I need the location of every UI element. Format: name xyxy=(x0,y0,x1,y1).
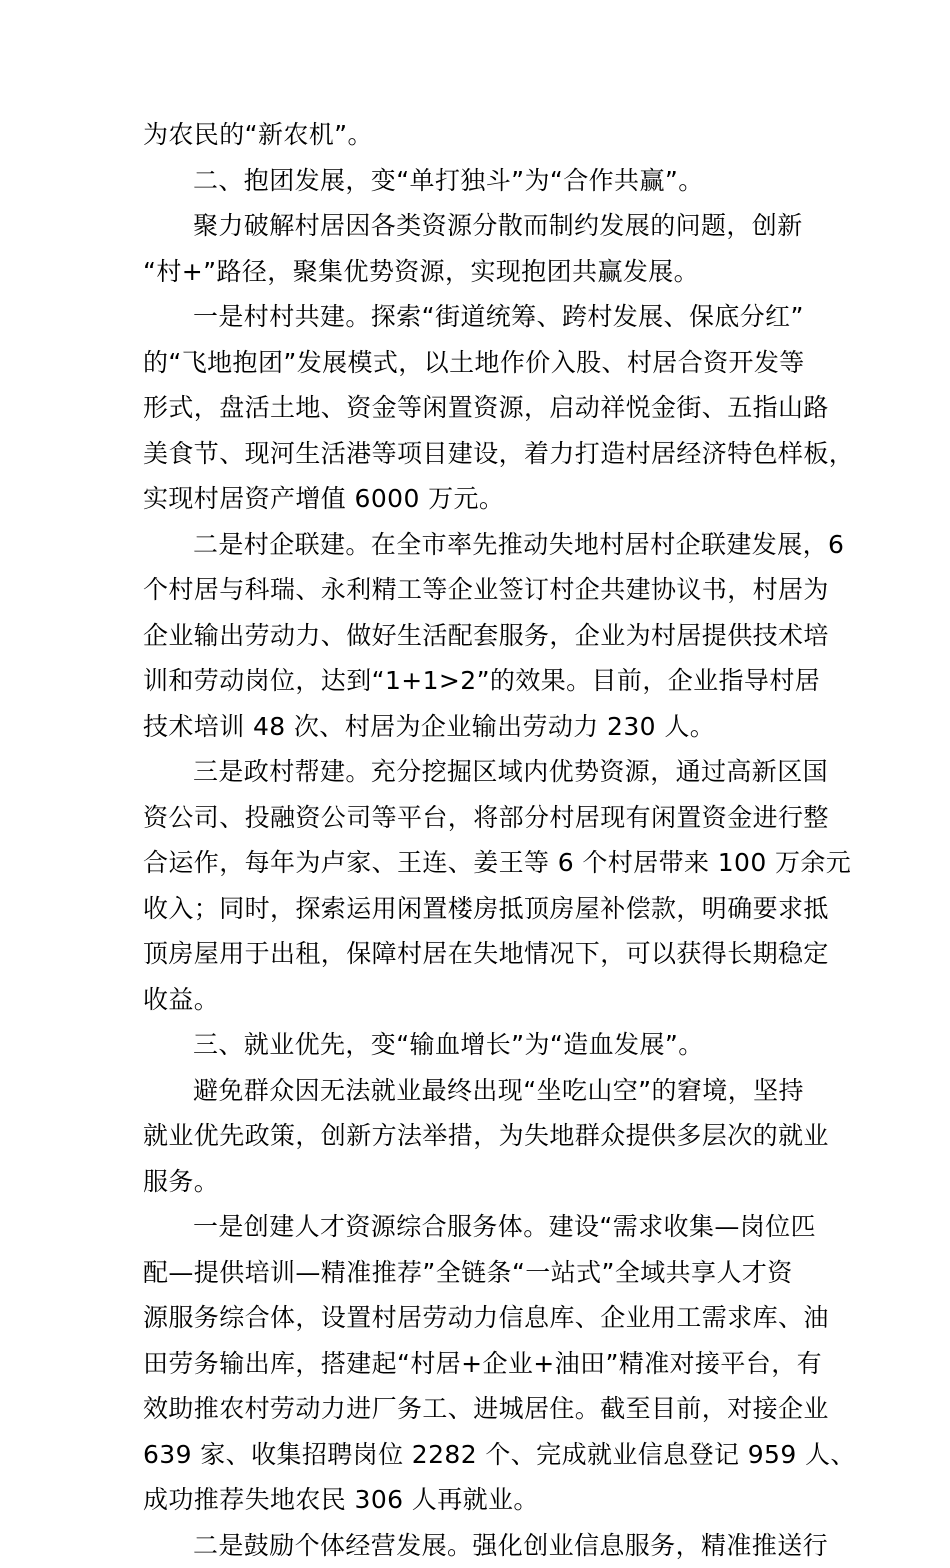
paragraph xyxy=(143,112,815,158)
paragraph xyxy=(143,1523,815,1568)
text-line: 个村居与科瑞、永利精工等企业签订村企共建协议书，村居为 xyxy=(143,567,815,613)
text-line: 企业输出劳动力、做好生活配套服务，企业为村居提供技术培 xyxy=(143,613,815,659)
text-line: 技术培训 48 次、村居为企业输出劳动力 230 人。 xyxy=(143,704,815,750)
text-line: 二是村企联建。在全市率先推动失地村居村企联建发展，6 xyxy=(143,522,815,568)
text-line: 服务。 xyxy=(143,1159,815,1205)
paragraph xyxy=(143,203,815,294)
text-line: 顶房屋用于出租，保障村居在失地情况下，可以获得长期稳定 xyxy=(143,931,815,977)
paragraph xyxy=(143,294,815,522)
paragraph xyxy=(143,158,815,204)
paragraph xyxy=(143,749,815,1022)
text-line: 避免群众因无法就业最终出现“坐吃山空”的窘境，坚持 xyxy=(143,1068,815,1114)
paragraph xyxy=(143,1204,815,1523)
text-line: 源服务综合体，设置村居劳动力信息库、企业用工需求库、油 xyxy=(143,1295,815,1341)
paragraph xyxy=(143,1022,815,1068)
text-line: 配—提供培训—精准推荐”全链条“一站式”全域共享人才资 xyxy=(143,1250,815,1296)
text-line: 一是创建人才资源综合服务体。建设“需求收集—岗位匹 xyxy=(143,1204,815,1250)
document-body xyxy=(143,112,815,1568)
text-line: 639 家、收集招聘岗位 2282 个、完成就业信息登记 959 人、 xyxy=(143,1432,815,1478)
text-line: 美食节、现河生活港等项目建设，着力打造村居经济特色样板， xyxy=(143,431,815,477)
text-line: 收益。 xyxy=(143,977,815,1023)
text-line: 二是鼓励个体经营发展。强化创业信息服务，精准推送行 xyxy=(143,1523,815,1568)
text-line: 资公司、投融资公司等平台，将部分村居现有闲置资金进行整 xyxy=(143,795,815,841)
text-line: 形式，盘活土地、资金等闲置资源，启动祥悦金街、五指山路 xyxy=(143,385,815,431)
text-line: 三是政村帮建。充分挖掘区域内优势资源，通过高新区国 xyxy=(143,749,815,795)
text-line: 效助推农村劳动力进厂务工、进城居住。截至目前，对接企业 xyxy=(143,1386,815,1432)
text-line: 收入；同时，探索运用闲置楼房抵顶房屋补偿款，明确要求抵 xyxy=(143,886,815,932)
text-line: 就业优先政策，创新方法举措，为失地群众提供多层次的就业 xyxy=(143,1113,815,1159)
text-line: 训和劳动岗位，达到“1+1>2”的效果。目前，企业指导村居 xyxy=(143,658,815,704)
text-line: 合运作，每年为卢家、王连、姜王等 6 个村居带来 100 万余元 xyxy=(143,840,815,886)
text-line: 二、抱团发展，变“单打独斗”为“合作共赢”。 xyxy=(143,158,815,204)
paragraph xyxy=(143,1068,815,1205)
text-line: 的“飞地抱团”发展模式，以土地作价入股、村居合资开发等 xyxy=(143,340,815,386)
text-line: 为农民的“新农机”。 xyxy=(143,112,815,158)
paragraph xyxy=(143,522,815,750)
text-line: 成功推荐失地农民 306 人再就业。 xyxy=(143,1477,815,1523)
text-line: 实现村居资产增值 6000 万元。 xyxy=(143,476,815,522)
text-line: “村+”路径，聚集优势资源，实现抱团共赢发展。 xyxy=(143,249,815,295)
text-line: 一是村村共建。探索“街道统筹、跨村发展、保底分红” xyxy=(143,294,815,340)
text-line: 聚力破解村居因各类资源分散而制约发展的问题，创新 xyxy=(143,203,815,249)
text-line: 三、就业优先，变“输血增长”为“造血发展”。 xyxy=(143,1022,815,1068)
text-line: 田劳务输出库，搭建起“村居+企业+油田”精准对接平台，有 xyxy=(143,1341,815,1387)
